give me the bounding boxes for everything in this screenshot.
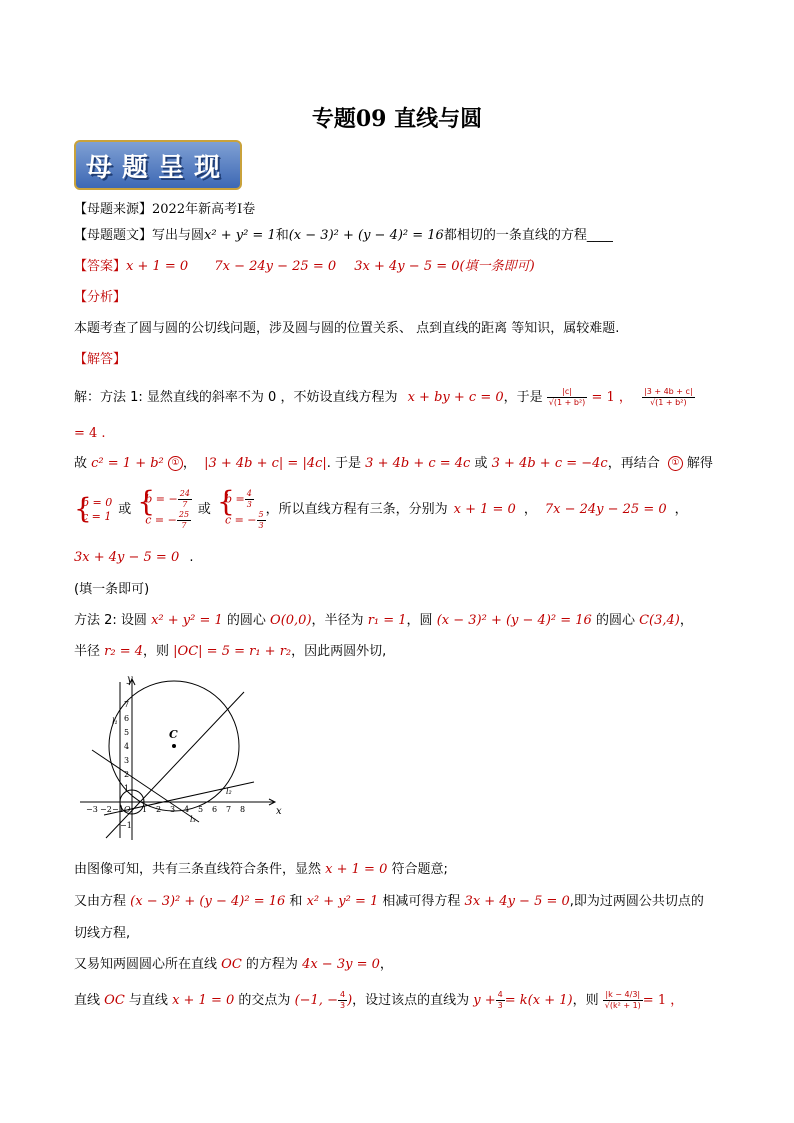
equation-part: )	[347, 993, 353, 1008]
fraction	[496, 990, 505, 1011]
fraction-numerator: |c|	[547, 387, 588, 398]
solution-text: 方法 2: 设圆	[74, 613, 147, 628]
fraction-numerator: |k − 4/3|	[603, 990, 643, 1001]
solution-text: 的交点为	[238, 993, 291, 1008]
solution-line-4	[74, 549, 194, 567]
x-tick-label: 8	[240, 805, 246, 814]
fraction-numerator: |3 + 4b + c|	[644, 387, 693, 396]
fraction-denominator: 3	[246, 500, 252, 509]
equation-part: (x − 3)² + (y − 4)² = 16	[436, 613, 592, 628]
fraction-denominator: √(1 + b²)	[548, 398, 586, 407]
solution-text: ，	[523, 502, 537, 517]
solution-label: 【解答】	[74, 352, 127, 367]
distance-fraction-1	[547, 387, 588, 408]
solution-text: 符合题意;	[391, 862, 448, 877]
solution-text: ，则	[143, 644, 170, 659]
y-tick-label: 5	[124, 728, 130, 737]
paragraph-5	[74, 990, 683, 1011]
equation-part: r₂ = 4	[104, 644, 144, 659]
answer-label: 【答案】	[74, 259, 127, 274]
page-title: 专题09 直线与圆	[311, 106, 483, 132]
solution-line-1b: = 4 .	[74, 426, 106, 441]
equation-part: 3 + 4b + c = 4c	[365, 456, 471, 471]
equation-part: 4x − 3y = 0	[302, 957, 380, 972]
circled-one-icon: ①	[668, 456, 683, 471]
y-tick-label: 3	[124, 756, 130, 765]
solution-line-3	[74, 490, 688, 530]
paragraph-3: 切线方程,	[74, 926, 131, 941]
solution-text: 或	[197, 502, 211, 517]
solution-text: 与直线	[128, 993, 168, 1008]
fraction-numerator: 25	[178, 510, 190, 519]
equation-part: 3x + 4y − 5 = 0	[464, 894, 570, 909]
system-3	[217, 489, 266, 531]
circled-one-icon: ①	[168, 456, 183, 471]
equation-part: x² + y² = 1	[306, 894, 379, 909]
x-tick-label: 2	[156, 805, 162, 814]
system-row	[145, 510, 192, 531]
solution-text: 的圆心	[595, 613, 635, 628]
equation-part: |OC| = 5 = r₁ + r₂	[173, 644, 292, 659]
solution-text: ，	[674, 502, 688, 517]
equation-part: r₁ = 1	[367, 613, 407, 628]
x-tick-label: 6	[212, 805, 218, 814]
equation-part: x² + y² = 1	[151, 613, 223, 628]
circle-equation-2: (x − 3)² + (y − 4)² = 16	[288, 228, 444, 243]
solution-text: 直线	[74, 993, 101, 1008]
fraction	[178, 489, 192, 510]
x-tick-label: −1	[112, 805, 124, 814]
line-equation: x + by + c = 0	[407, 390, 504, 405]
equation-part: c² = 1 + b²	[91, 456, 164, 471]
x-tick-label: −2	[100, 805, 112, 814]
method2-line-2	[74, 643, 386, 661]
solution-text: ，	[679, 613, 693, 628]
x-tick-label: 5	[198, 805, 204, 814]
equation-part: C(3,4)	[639, 613, 680, 628]
solution-text: 解得	[686, 456, 713, 471]
fraction-denominator: 3	[339, 1001, 346, 1010]
fraction-denominator: √(k² + 1)	[604, 1001, 641, 1010]
solution-text: 故	[74, 456, 88, 471]
answer-line	[74, 258, 535, 276]
solution-note: (填一条即可)	[74, 582, 150, 597]
solution-text: ，设过该点的直线为	[352, 993, 470, 1008]
fraction-numerator: 5	[258, 510, 264, 519]
x-axis-label: x	[276, 806, 282, 817]
x-tick-labels	[86, 805, 245, 814]
solution-text: . 于是	[326, 456, 362, 471]
solution-text: ，	[182, 456, 196, 471]
solution-text: ，半径为	[311, 613, 364, 628]
system-2	[137, 489, 192, 531]
solution-text: ，	[379, 957, 393, 972]
solution-text: ,即为过两圆公共切点的	[569, 894, 704, 909]
fraction	[257, 510, 266, 531]
system-1	[74, 496, 112, 524]
solution-text: 或	[118, 502, 132, 517]
equation-part: OC	[221, 957, 242, 972]
distance-fraction-2	[642, 387, 695, 408]
analysis-label: 【分析】	[74, 290, 127, 305]
source-text: 2022年新高考Ⅰ卷	[152, 202, 256, 217]
equation-part: O(0,0)	[270, 613, 312, 628]
question-label: 【母题题文】	[74, 228, 153, 243]
solution-text: 又由方程	[74, 894, 127, 909]
x-tick-label: 3	[170, 805, 176, 814]
question-text: 都相切的一条直线的方程____	[443, 228, 613, 243]
two-circles-figure	[74, 672, 284, 844]
equation-part: c = −	[145, 513, 177, 527]
circle-equation-1: x² + y² = 1	[204, 228, 276, 243]
fraction	[245, 489, 254, 510]
fraction-denominator: 3	[497, 1001, 503, 1010]
y-tick-label: 7	[124, 700, 130, 709]
answer-1: x + 1 = 0	[126, 259, 189, 274]
fraction	[603, 990, 643, 1011]
system-row	[225, 510, 266, 531]
solution-text: 的圆心	[226, 613, 266, 628]
fraction-numerator: 4	[339, 990, 346, 999]
fraction	[177, 510, 191, 531]
fraction-numerator: 4	[497, 990, 503, 999]
analysis-text: 本题考查了圆与圆的公切线问题，涉及圆与圆的位置关系、 点到直线的距离 等知识，属较难题.	[74, 321, 620, 336]
equation-part: x + 1 = 0	[172, 993, 235, 1008]
fraction-denominator: 3	[258, 521, 264, 530]
solution-text: 又易知两圆圆心所在直线	[74, 957, 218, 972]
solution-text: ，因此两圆外切,	[291, 644, 387, 659]
line-label-l2: l₂	[226, 787, 232, 796]
paragraph-2	[74, 893, 704, 911]
x-tick-label: −3	[86, 805, 98, 814]
x-tick-label: 1	[142, 805, 148, 814]
origin-label: O	[124, 805, 131, 814]
fraction-denominator: √(1 + b²)	[650, 398, 687, 407]
solution-text: 相减可得方程	[382, 894, 461, 909]
answer-2: 7x − 24y − 25 = 0	[214, 259, 337, 274]
equation-part: y +	[473, 993, 496, 1008]
solution-text: 半径	[74, 644, 101, 659]
equation-part: b =	[224, 492, 245, 506]
x-tick-label: 7	[226, 805, 232, 814]
source-line	[74, 201, 255, 219]
equation-part: 3x + 4y − 5 = 0	[74, 550, 180, 565]
y-tick-label: 2	[124, 770, 130, 779]
fraction-numerator: 24	[179, 489, 190, 498]
equation-part: x + 1 = 0	[453, 502, 516, 517]
equation-part: (x − 3)² + (y − 4)² = 16	[130, 894, 286, 909]
system-row: c = 1	[82, 510, 112, 523]
source-label: 【母题来源】	[74, 202, 153, 217]
equation-part: 3 + 4b + c = −4c	[491, 456, 608, 471]
y-tick-label: 1	[124, 784, 130, 793]
method2-line-1	[74, 612, 693, 630]
equation-part: = 1 ，	[591, 390, 632, 405]
answer-3: 3x + 4y − 5 = 0(填一条即可)	[354, 259, 535, 274]
solution-text: ，所以直线方程有三条，分别为	[265, 502, 448, 517]
solution-text: 解：方法 1: 显然直线的斜率不为 0 ，不妨设直线方程为	[74, 390, 398, 405]
solution-line-2	[74, 455, 713, 473]
y-tick-label: 6	[124, 714, 130, 723]
x-tick-label: 4	[184, 805, 190, 814]
solution-text: ，于是	[503, 390, 543, 405]
equation-part: (−1, −	[294, 993, 338, 1008]
solution-text: 或	[474, 456, 488, 471]
solution-line-1	[74, 387, 695, 408]
equation-part: b = −	[145, 492, 178, 506]
solution-text: 的方程为	[245, 957, 298, 972]
y-axis-label: y	[127, 674, 133, 685]
equation-part: = k(x + 1)	[504, 993, 573, 1008]
y-tick-label: −1	[120, 821, 132, 830]
section-banner: 母题呈现	[74, 140, 242, 190]
question-text: 写出与圆	[152, 228, 205, 243]
solution-text: ，再结合	[607, 456, 660, 471]
equation-part: = 1 ，	[642, 993, 684, 1008]
equation-part: OC	[104, 993, 125, 1008]
equation-part: |3 + 4b + c| = |4c|	[204, 456, 327, 471]
solution-text: 和	[289, 894, 303, 909]
question-text: 和	[275, 228, 289, 243]
fraction-numerator: 4	[246, 489, 252, 498]
solution-text: 由图像可知，共有三条直线符合条件，显然	[74, 862, 322, 877]
center-label: C	[169, 728, 178, 741]
equation-part: x + 1 = 0	[325, 862, 388, 877]
question-line	[74, 227, 613, 245]
paragraph-1	[74, 861, 448, 879]
system-row: { b = 0	[82, 496, 113, 509]
equation-part: c = −	[224, 513, 257, 527]
solution-text: .	[189, 550, 194, 565]
line-label-l3: l₃	[190, 815, 196, 824]
solution-text: ，圆	[406, 613, 433, 628]
line-label-l1: l₁	[112, 717, 118, 726]
paragraph-4	[74, 956, 393, 974]
solution-text: ，则	[572, 993, 599, 1008]
fraction	[338, 990, 347, 1011]
system-row	[145, 489, 192, 510]
system-row	[225, 489, 266, 510]
equation-part: 7x − 24y − 25 = 0	[544, 502, 667, 517]
center-c-point	[172, 744, 176, 748]
y-tick-label: 4	[124, 742, 130, 751]
fraction-denominator: 7	[182, 500, 188, 509]
fraction-denominator: 7	[181, 521, 187, 530]
